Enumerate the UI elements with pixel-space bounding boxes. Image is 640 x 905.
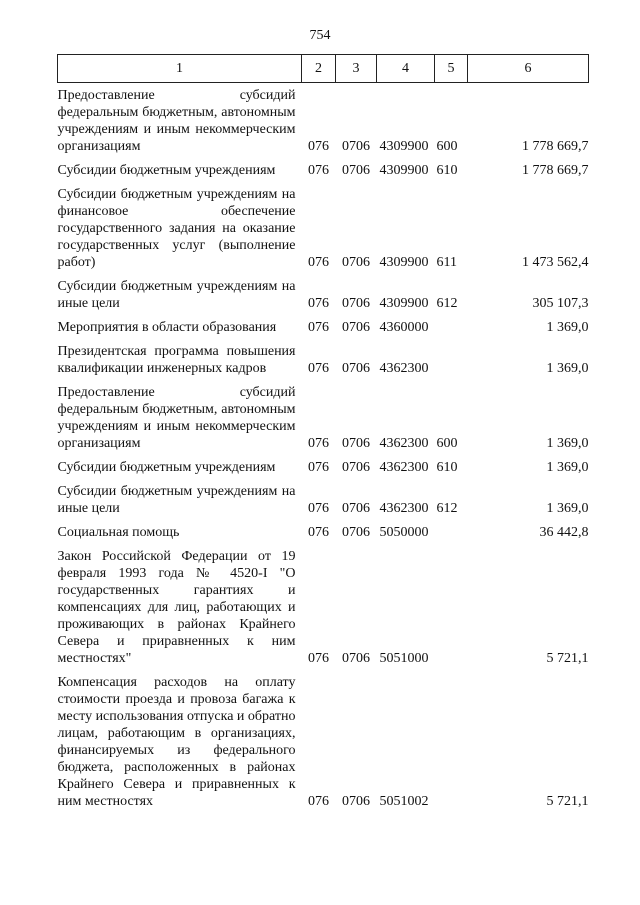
row-section-code: 0706	[342, 139, 370, 154]
row-section-code: 0706	[342, 794, 370, 809]
row-name: Субсидии бюджетным учреждениям на финансовое обеспечение государственного задания на оказание государственных услуг (выполнение работ)	[57, 187, 296, 270]
row-chapter-code: 076	[308, 139, 329, 154]
row-name: Субсидии бюджетным учреждениям	[57, 163, 276, 178]
row-section-code: 0706	[342, 460, 370, 475]
table-row	[58, 312, 589, 336]
table-row	[58, 377, 589, 452]
row-section-code: 0706	[342, 651, 370, 666]
row-expense-type	[435, 541, 468, 667]
table-row	[58, 667, 589, 810]
table-row	[58, 336, 589, 377]
page-number: 754	[309, 28, 331, 43]
row-target-article: 5050000	[379, 525, 429, 540]
row-target-article: 4362300	[379, 501, 429, 516]
row-name: Предоставление субсидий федеральным бюджетным, автономным учреждениям и иным некоммерческим организациям	[57, 88, 296, 154]
column-header-5: 5	[435, 55, 468, 83]
row-amount: 1 473 562,4	[522, 255, 589, 270]
row-amount: 1 778 669,7	[522, 139, 589, 154]
row-chapter-code: 076	[308, 794, 329, 809]
row-target-article: 4309900	[379, 163, 429, 178]
row-expense-type: 600	[436, 436, 458, 451]
row-name: Предоставление субсидий федеральным бюджетным, автономным учреждениям и иным некоммерческим организациям	[57, 385, 296, 451]
column-header-6: 6	[468, 55, 589, 83]
table-body	[58, 83, 589, 811]
row-name: Президентская программа повышения квалификации инженерных кадров	[57, 344, 296, 376]
row-target-article: 4362300	[379, 436, 429, 451]
row-amount: 1 369,0	[546, 436, 589, 451]
column-header-2: 2	[302, 55, 336, 83]
row-target-article: 4362300	[379, 460, 429, 475]
table-row	[58, 452, 589, 476]
table-row	[58, 155, 589, 179]
table-row	[58, 271, 589, 312]
column-header-1: 1	[58, 55, 302, 83]
row-target-article: 4360000	[379, 320, 429, 335]
row-chapter-code: 076	[308, 361, 329, 376]
row-name: Мероприятия в области образования	[57, 320, 277, 335]
row-amount: 36 442,8	[539, 525, 589, 540]
row-amount: 5 721,1	[546, 794, 589, 809]
table-row	[58, 517, 589, 541]
row-chapter-code: 076	[308, 296, 329, 311]
row-section-code: 0706	[342, 255, 370, 270]
row-expense-type: 610	[436, 163, 458, 178]
row-chapter-code: 076	[308, 501, 329, 516]
table-row	[58, 476, 589, 517]
row-amount: 1 369,0	[546, 501, 589, 516]
row-section-code: 0706	[342, 296, 370, 311]
row-target-article: 4362300	[379, 361, 429, 376]
row-name: Закон Российской Федерации от 19 февраля 1993 года № 4520-I "О государственных гарантиях и компенсациях для лиц, работающих и проживающих в районах Крайнего Севера и приравненных к ним местностях"	[57, 549, 296, 666]
row-expense-type: 612	[436, 501, 458, 516]
row-chapter-code: 076	[308, 163, 329, 178]
row-amount: 5 721,1	[546, 651, 589, 666]
row-expense-type: 600	[436, 139, 458, 154]
row-expense-type: 611	[436, 255, 457, 270]
row-section-code: 0706	[342, 320, 370, 335]
row-amount: 1 369,0	[546, 460, 589, 475]
row-target-article: 5051000	[379, 651, 429, 666]
row-target-article: 4309900	[379, 296, 429, 311]
row-chapter-code: 076	[308, 436, 329, 451]
row-amount: 1 369,0	[546, 320, 589, 335]
table-row	[58, 179, 589, 271]
row-target-article: 5051002	[379, 794, 429, 809]
row-name: Субсидии бюджетным учреждениям на иные цели	[57, 279, 296, 311]
row-chapter-code: 076	[308, 525, 329, 540]
table-row	[58, 541, 589, 667]
table-header	[58, 55, 589, 83]
row-name: Социальная помощь	[57, 525, 180, 540]
row-section-code: 0706	[342, 163, 370, 178]
row-section-code: 0706	[342, 361, 370, 376]
row-expense-type: 612	[436, 296, 458, 311]
row-expense-type	[435, 667, 468, 810]
column-header-4: 4	[377, 55, 435, 83]
row-expense-type	[435, 336, 468, 377]
budget-table	[57, 54, 589, 810]
row-chapter-code: 076	[308, 255, 329, 270]
row-target-article: 4309900	[379, 139, 429, 154]
row-expense-type	[435, 517, 468, 541]
row-name: Компенсация расходов на оплату стоимости проезда и провоза багажа к месту использования отпуска и обратно лицам, работающим в организациях, финансируемых из федерального бюджета, расположенных в районах Крайнего Севера и приравненных к ним местностях	[57, 675, 296, 809]
row-chapter-code: 076	[308, 460, 329, 475]
row-section-code: 0706	[342, 501, 370, 516]
row-amount: 1 778 669,7	[522, 163, 589, 178]
row-section-code: 0706	[342, 436, 370, 451]
row-name: Субсидии бюджетным учреждениям на иные цели	[57, 484, 296, 516]
table-row	[58, 83, 589, 156]
row-section-code: 0706	[342, 525, 370, 540]
row-amount: 305 107,3	[532, 296, 589, 311]
column-header-3: 3	[336, 55, 377, 83]
row-name: Субсидии бюджетным учреждениям	[57, 460, 276, 475]
row-target-article: 4309900	[379, 255, 429, 270]
row-expense-type	[435, 312, 468, 336]
row-chapter-code: 076	[308, 651, 329, 666]
row-expense-type: 610	[436, 460, 458, 475]
row-chapter-code: 076	[308, 320, 329, 335]
row-amount: 1 369,0	[546, 361, 589, 376]
